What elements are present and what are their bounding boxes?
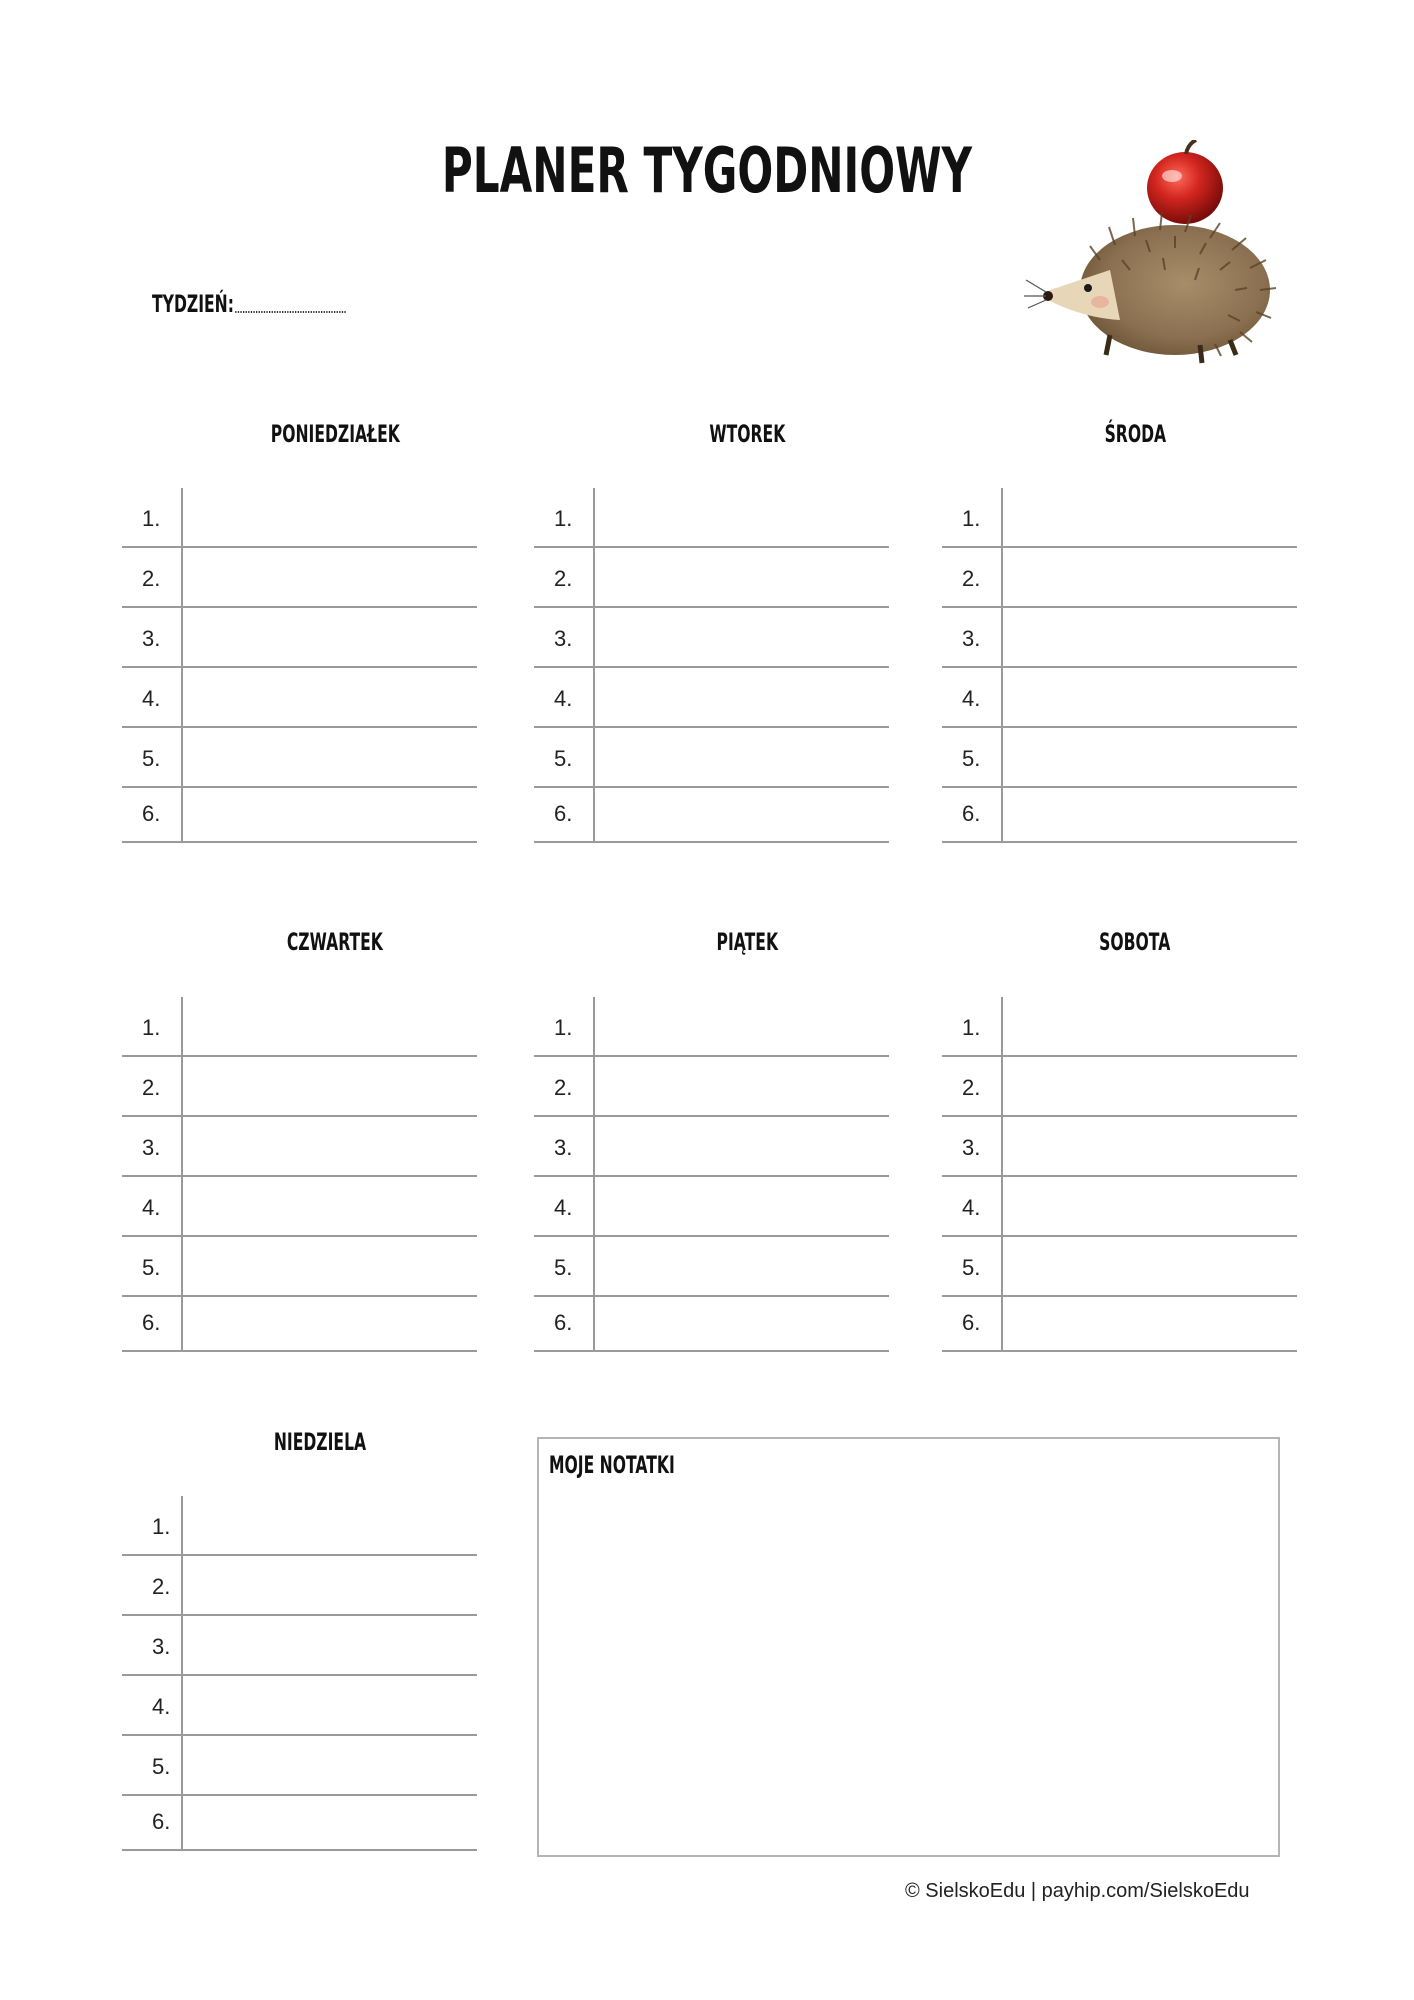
day-table-wednesday [942, 488, 1297, 843]
day-table-thursday [122, 997, 477, 1352]
row-number: 4. [962, 1195, 981, 1220]
day-row[interactable] [534, 997, 889, 1057]
day-row[interactable] [942, 1177, 1297, 1237]
row-number: 2. [142, 566, 161, 591]
row-number: 3. [152, 1634, 171, 1659]
row-number: 6. [554, 1310, 573, 1335]
day-row[interactable] [122, 1556, 477, 1616]
row-number: 1. [142, 506, 161, 531]
row-number: 6. [554, 801, 573, 826]
day-row[interactable] [122, 1117, 477, 1177]
row-number: 5. [142, 1255, 161, 1280]
row-number: 2. [554, 1075, 573, 1100]
row-number: 6. [142, 1310, 161, 1335]
day-row[interactable] [942, 997, 1297, 1057]
footer-credit: © SielskoEdu | payhip.com/SielskoEdu [905, 1880, 1250, 1902]
day-row[interactable] [942, 608, 1297, 668]
notes-box[interactable] [537, 1437, 1280, 1857]
day-row[interactable] [534, 488, 889, 548]
row-number: 6. [962, 1310, 981, 1335]
row-number: 1. [962, 1015, 981, 1040]
row-number: 4. [962, 686, 981, 711]
row-number: 1. [962, 506, 981, 531]
page-title: PLANER TYGODNIOWY [441, 134, 973, 207]
row-number: 6. [962, 801, 981, 826]
day-row[interactable] [122, 1791, 477, 1851]
day-row[interactable] [122, 668, 477, 728]
day-row[interactable] [534, 1292, 889, 1352]
row-number: 1. [152, 1514, 171, 1539]
row-number: 2. [962, 566, 981, 591]
row-number: 3. [962, 1135, 981, 1160]
day-title-saturday: SOBOTA [1099, 928, 1171, 956]
day-row[interactable] [122, 608, 477, 668]
hedgehog-body-icon [1024, 212, 1276, 363]
week-label: TYDZIEŃ: [152, 290, 234, 318]
day-row[interactable] [942, 783, 1297, 843]
row-number: 2. [554, 566, 573, 591]
day-row[interactable] [942, 728, 1297, 788]
day-table-sunday [122, 1496, 477, 1851]
row-number: 5. [962, 1255, 981, 1280]
day-row[interactable] [534, 783, 889, 843]
day-row[interactable] [122, 1616, 477, 1676]
row-number: 3. [962, 626, 981, 651]
day-row[interactable] [122, 548, 477, 608]
row-number: 2. [142, 1075, 161, 1100]
day-title-tuesday: WTOREK [709, 420, 785, 448]
row-number: 5. [962, 746, 981, 771]
day-title-thursday: CZWARTEK [286, 928, 384, 956]
day-table-tuesday [534, 488, 889, 843]
day-title-wednesday: ŚRODA [1104, 420, 1166, 448]
row-number: 3. [554, 626, 573, 651]
day-title-friday: PIĄTEK [716, 928, 778, 956]
day-row[interactable] [942, 1117, 1297, 1177]
day-row[interactable] [122, 1057, 477, 1117]
day-row[interactable] [942, 1292, 1297, 1352]
day-row[interactable] [122, 1736, 477, 1796]
day-row[interactable] [534, 728, 889, 788]
hedgehog-with-apple-icon [1000, 140, 1280, 380]
row-number: 4. [152, 1694, 171, 1719]
day-row[interactable] [122, 1237, 477, 1297]
week-input-line[interactable] [235, 311, 346, 313]
row-number: 4. [142, 1195, 161, 1220]
day-row[interactable] [122, 1292, 477, 1352]
day-row[interactable] [534, 548, 889, 608]
row-number: 2. [152, 1574, 171, 1599]
row-number: 4. [554, 1195, 573, 1220]
day-row[interactable] [534, 1177, 889, 1237]
day-title-monday: PONIEDZIAŁEK [270, 420, 400, 448]
day-row[interactable] [122, 1676, 477, 1736]
row-number: 4. [554, 686, 573, 711]
notes-label: MOJE NOTATKI [549, 1451, 675, 1479]
row-number: 5. [554, 1255, 573, 1280]
row-number: 3. [142, 1135, 161, 1160]
row-number: 6. [152, 1809, 171, 1834]
day-table-friday [534, 997, 889, 1352]
day-row[interactable] [534, 608, 889, 668]
day-row[interactable] [942, 488, 1297, 548]
day-row[interactable] [122, 1177, 477, 1237]
row-number: 3. [554, 1135, 573, 1160]
day-row[interactable] [534, 1237, 889, 1297]
row-number: 1. [554, 1015, 573, 1040]
day-row[interactable] [122, 783, 477, 843]
day-table-monday [122, 488, 477, 843]
row-number: 1. [142, 1015, 161, 1040]
row-number: 3. [142, 626, 161, 651]
row-number: 4. [142, 686, 161, 711]
day-title-sunday: NIEDZIELA [273, 1428, 367, 1456]
day-row[interactable] [942, 1057, 1297, 1117]
row-number: 1. [554, 506, 573, 531]
day-row[interactable] [122, 997, 477, 1057]
day-row[interactable] [942, 548, 1297, 608]
apple-icon [1147, 140, 1223, 224]
row-number: 6. [142, 801, 161, 826]
day-row[interactable] [534, 1057, 889, 1117]
day-row[interactable] [534, 1117, 889, 1177]
row-number: 5. [152, 1754, 171, 1779]
day-table-saturday [942, 997, 1297, 1352]
row-number: 5. [142, 746, 161, 771]
day-row[interactable] [122, 1496, 477, 1556]
row-number: 2. [962, 1075, 981, 1100]
day-row[interactable] [122, 488, 477, 548]
day-row[interactable] [942, 1237, 1297, 1297]
week-field [152, 290, 346, 318]
day-row[interactable] [942, 668, 1297, 728]
day-row[interactable] [122, 728, 477, 788]
day-row[interactable] [534, 668, 889, 728]
row-number: 5. [554, 746, 573, 771]
